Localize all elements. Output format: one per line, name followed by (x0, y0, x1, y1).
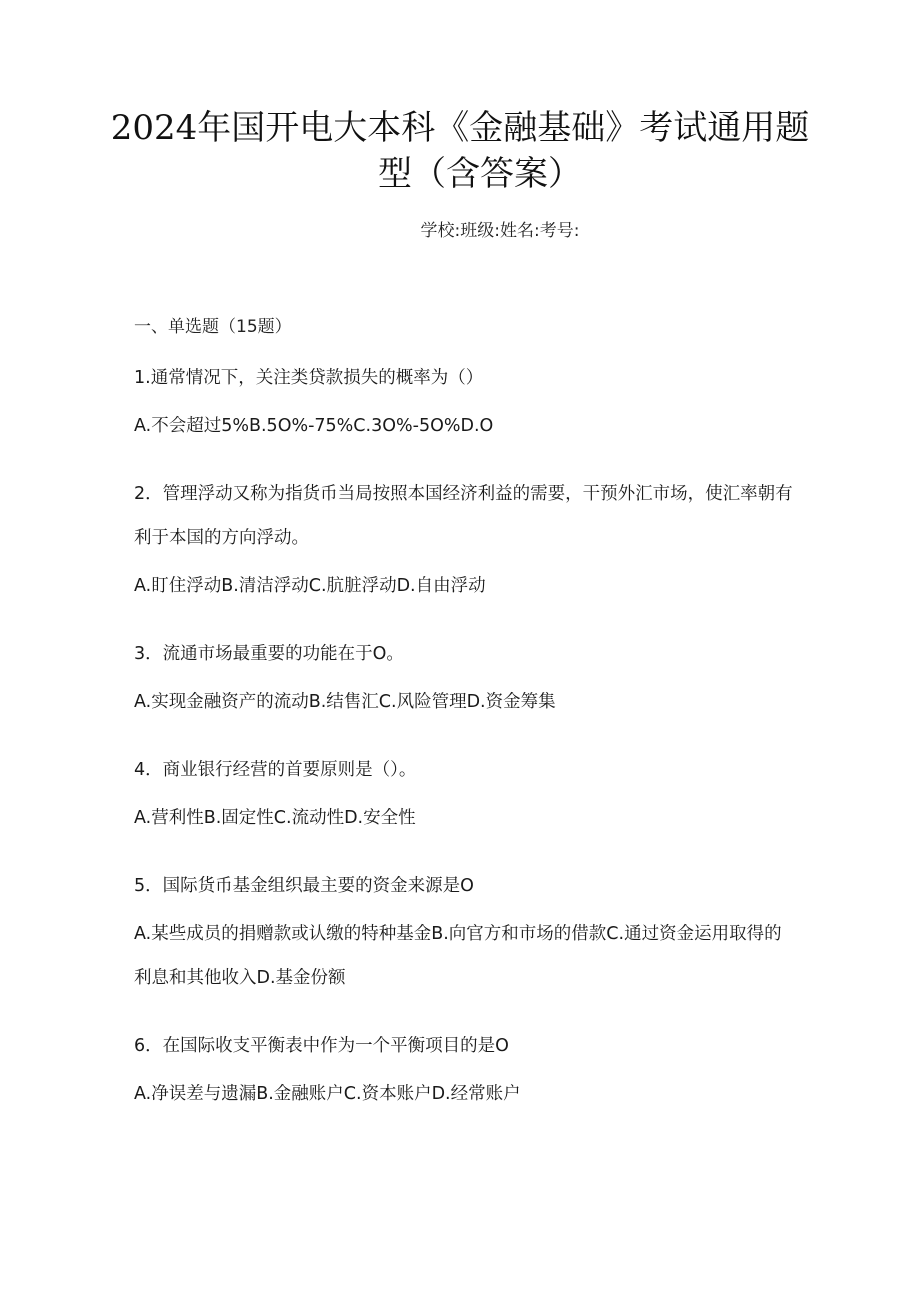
question-stem: 5．国际货币基金组织最主要的资金来源是O (134, 876, 474, 896)
title-line-2: 型（含答案） (378, 154, 582, 194)
question-list (134, 356, 794, 1140)
question-stem: 4．商业银行经营的首要原则是（）。 (134, 760, 417, 780)
question-options: A.某些成员的捐赠款或认缴的特种基金B.向官方和市场的借款C.通过资金运用取得的利息和其他收入D.基金份额 (134, 924, 782, 988)
question-1 (134, 356, 794, 448)
student-info-line: 学校:班级:姓名:考号: (420, 221, 580, 241)
title-line-1: 2024年国开电大本科《金融基础》考试通用题 (110, 108, 810, 148)
question-stem: 6．在国际收支平衡表中作为一个平衡项目的是O (134, 1036, 509, 1056)
question-stem: 3．流通市场最重要的功能在于O。 (134, 644, 404, 664)
document-title (100, 105, 820, 197)
question-stem: 2．管理浮动又称为指货币当局按照本国经济利益的需要，干预外汇市场，使汇率朝有利于本国的方向浮动。 (134, 484, 793, 548)
question-4 (134, 748, 794, 840)
question-stem: 1.通常情况下，关注类贷款损失的概率为（） (134, 368, 484, 388)
question-options: A.不会超过5%B.5O%-75%C.3O%-5O%D.O (134, 416, 494, 436)
section-heading: 一、单选题（15题） (134, 317, 292, 337)
question-options: A.盯住浮动B.清洁浮动C.肮脏浮动D.自由浮动 (134, 576, 486, 596)
question-3 (134, 632, 794, 724)
question-2 (134, 472, 794, 608)
question-options: A.营利性B.固定性C.流动性D.安全性 (134, 808, 416, 828)
question-6 (134, 1024, 794, 1116)
question-5 (134, 864, 794, 1000)
question-options: A.净误差与遗漏B.金融账户C.资本账户D.经常账户 (134, 1084, 521, 1104)
question-options: A.实现金融资产的流动B.结售汇C.风险管理D.资金筹集 (134, 692, 556, 712)
